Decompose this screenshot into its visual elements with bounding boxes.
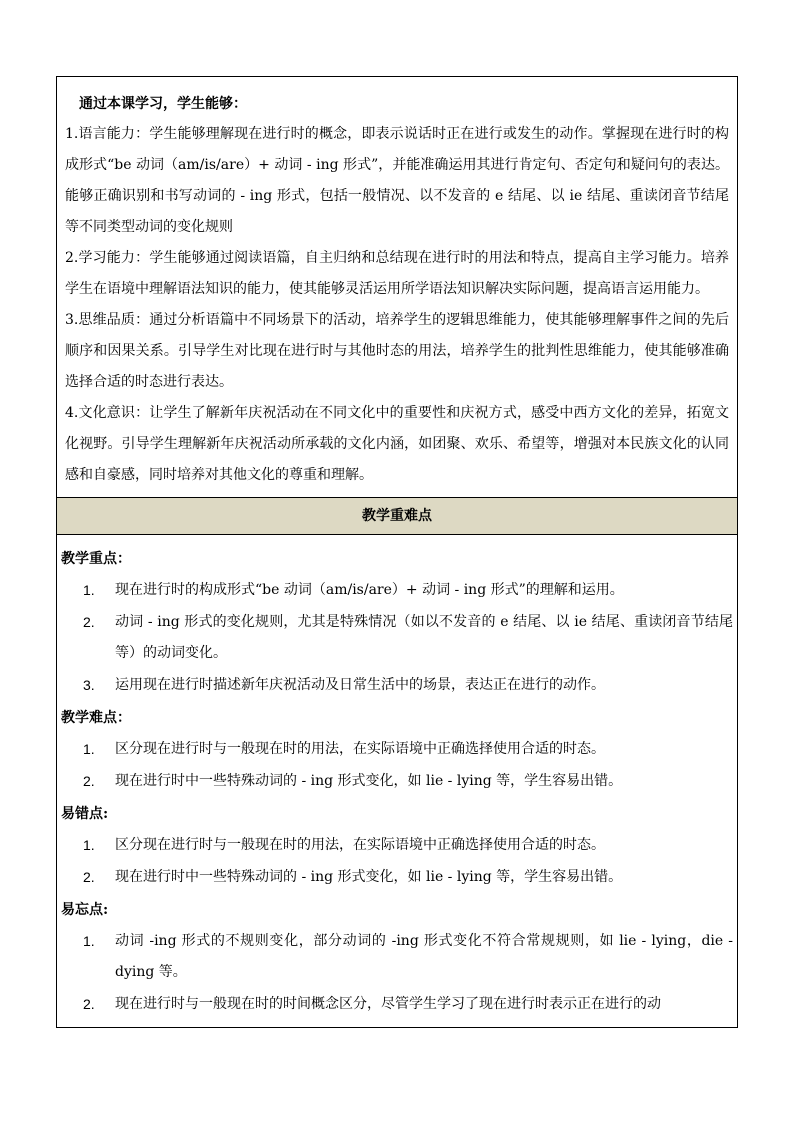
list-text: 现在进行时与一般现在时的时间概念区分，尽管学生学习了现在进行时表示正在进行的动 bbox=[115, 996, 661, 1012]
lesson-plan-table bbox=[56, 76, 738, 1028]
list-item bbox=[61, 670, 733, 701]
list-item bbox=[61, 926, 733, 988]
forget-points-list bbox=[61, 926, 733, 1020]
list-number: 2. bbox=[83, 614, 95, 630]
difficult-points-title: 教学难点： bbox=[61, 710, 131, 726]
objectives-cell bbox=[57, 77, 738, 498]
objectives-row bbox=[57, 77, 738, 498]
forget-points-title: 易忘点: bbox=[61, 902, 109, 918]
section-header-row bbox=[57, 498, 738, 535]
objective-language: 1.语言能力：学生能够理解现在进行时的概念，即表示说话时正在进行或发生的动作。掌握现在进行时的构成形式“be 动词（am/is/are）+ 动词 - ing 形式”，并能准确运用其进行肯定句、否定句和疑问句的表达。能够正确识别和书写动词的 - ing 形式，包括一般情况、以不发音的 e 结尾、以 ie 结尾、重读闭音节结尾等不同类型动词的变化规则 bbox=[65, 126, 729, 235]
list-number: 1. bbox=[83, 837, 95, 853]
list-item bbox=[61, 575, 733, 606]
list-text: 现在进行时的构成形式“be 动词（am/is/are）+ 动词 - ing 形式”的理解和运用。 bbox=[115, 582, 624, 598]
list-text: 动词 - ing 形式的变化规则，尤其是特殊情况（如以不发音的 e 结尾、以 ie 结尾、重读闭音节结尾等）的动词变化。 bbox=[115, 614, 733, 661]
list-number: 1. bbox=[83, 741, 95, 757]
key-difficult-cell bbox=[57, 535, 738, 1028]
error-points-list bbox=[61, 830, 733, 893]
objective-culture: 4.文化意识：让学生了解新年庆祝活动在不同文化中的重要性和庆祝方式，感受中西方文化的差异，拓宽文化视野。引导学生理解新年庆祝活动所承载的文化内涵，如团聚、欢乐、希望等，增强对本民族文化的认同感和自豪感，同时培养对其他文化的尊重和理解。 bbox=[65, 405, 729, 483]
list-item bbox=[61, 989, 733, 1020]
list-number: 2. bbox=[83, 773, 95, 789]
list-text: 区分现在进行时与一般现在时的用法，在实际语境中正确选择使用合适的时态。 bbox=[115, 741, 605, 757]
list-number: 3. bbox=[83, 677, 95, 693]
list-number: 2. bbox=[83, 869, 95, 885]
objective-learning: 2.学习能力：学生能够通过阅读语篇，自主归纳和总结现在进行时的用法和特点，提高自主学习能力。培养学生在语境中理解语法知识的能力，使其能够灵活运用所学语法知识解决实际问题，提高语言运用能力。 bbox=[65, 250, 729, 297]
list-text: 现在进行时中一些特殊动词的 - ing 形式变化，如 lie - lying 等，学生容易出错。 bbox=[115, 869, 623, 885]
list-item bbox=[61, 766, 733, 797]
list-item bbox=[61, 862, 733, 893]
list-item bbox=[61, 734, 733, 765]
list-text: 运用现在进行时描述新年庆祝活动及日常生活中的场景，表达正在进行的动作。 bbox=[115, 677, 605, 693]
error-points-title: 易错点: bbox=[61, 806, 109, 822]
key-points-title: 教学重点： bbox=[61, 551, 131, 567]
objective-thinking: 3.思维品质：通过分析语篇中不同场景下的活动，培养学生的逻辑思维能力，使其能够理解事件之间的先后顺序和因果关系。引导学生对比现在进行时与其他时态的用法，培养学生的批判性思维能力，使其能够准确选择合适的时态进行表达。 bbox=[65, 312, 729, 390]
difficult-points-list bbox=[61, 734, 733, 797]
key-difficult-row bbox=[57, 535, 738, 1028]
list-number: 1. bbox=[83, 582, 95, 598]
list-number: 1. bbox=[83, 933, 95, 949]
section-header: 教学重难点 bbox=[57, 498, 738, 535]
key-points-list bbox=[61, 575, 733, 701]
list-text: 现在进行时中一些特殊动词的 - ing 形式变化，如 lie - lying 等，学生容易出错。 bbox=[115, 773, 623, 789]
list-item bbox=[61, 607, 733, 669]
list-item bbox=[61, 830, 733, 861]
objectives-intro: 通过本课学习，学生能够： bbox=[79, 96, 247, 112]
list-text: 区分现在进行时与一般现在时的用法，在实际语境中正确选择使用合适的时态。 bbox=[115, 837, 605, 853]
list-number: 2. bbox=[83, 996, 95, 1012]
list-text: 动词 -ing 形式的不规则变化，部分动词的 -ing 形式变化不符合常规规则，如 lie - lying，die - dying 等。 bbox=[115, 933, 733, 980]
lesson-plan-page bbox=[56, 76, 738, 1028]
